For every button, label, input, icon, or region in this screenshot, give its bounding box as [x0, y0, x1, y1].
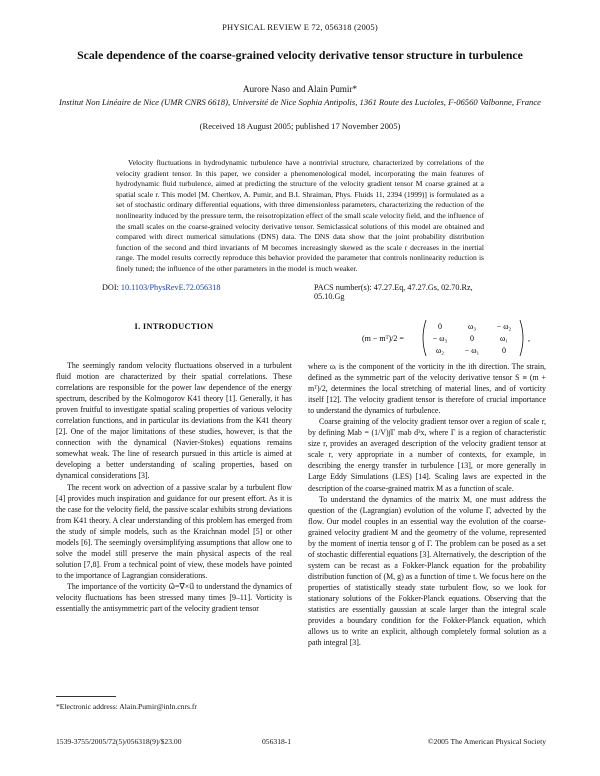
matrix-cell: 0	[502, 346, 506, 355]
matrix-cell: ω₃	[467, 322, 477, 331]
paragraph: The recent work on advection of a passive scalar by a turbulent flow [4] provides much inspiration and guidance for our present effort. As it is the case for the velocity field, the passive scalar exhibits strong deviations from K41 theory. A clear understanding of this problem has emerged from the study of simple models, such as the Kraichnan model [5] or other models [6]. The seemingly oversimplifying assumptions that allow one to solve the model still preserve the main physical aspects of the real solution [7,8]. From a technical point of view, these models have pointed to the importance of Lagrangian considerations.	[56, 482, 292, 580]
matrix-cell: ω₂	[435, 346, 445, 355]
column-left	[56, 360, 292, 614]
paper-title: Scale dependence of the coarse-grained velocity derivative tensor structure in turbulence	[77, 48, 523, 62]
footnote: *Electronic address: Alain.Pumir@inln.cnrs.fr	[56, 702, 197, 711]
abstract	[116, 158, 484, 275]
vorticity-matrix-equation	[362, 318, 542, 358]
footer-copyright: ©2005 The American Physical Society	[427, 737, 546, 746]
matrix-cell: − ω₃	[432, 334, 448, 343]
paragraph: where ωᵢ is the component of the vorticity in the ith direction. The strain, defined as the symmetric part of the velocity derivative tensor S ≡ (m + mᵀ)/2, determines the local stretching of material lines, and of vorticity itself [12]. The velocity gradient tensor is therefore of crucial importance to understand the dynamics of turbulence.	[308, 362, 546, 416]
doi-label: DOI:	[102, 283, 119, 292]
left-paren	[423, 320, 426, 356]
pacs-numbers: PACS number(s): 47.27.Eq, 47.27.Gs, 02.70.Rz, 05.10.Gg	[314, 283, 473, 301]
paragraph: To understand the dynamics of the matrix M, one must address the question of the (Lagrangian) evolution of the volume Γ, advected by the flow. Our model couples in an essential way the evolution of the coarse-grained velocity gradient M and the geometry of the volume, represented by the moment of inertia tensor g of Γ. The problem can be posed as a set of stochastic differential equations [3]. Alternatively, the description of the system can be recast as a Fokker-Planck equation for the probability distribution function of (M, g) as a function of time t. We focus here on the properties of statistically steady state turbulent flow, so we look for stationary solutions of the Fokker-Planck equations. Observing that the statistics are essentially gaussian at scale larger than the integral scale provides a boundary condition for the Fokker-Planck equation, which allows us to write an explicit, although completely formal solution as a path integral [3].	[308, 494, 546, 648]
right-paren	[520, 320, 523, 356]
paragraph: Coarse graining of the velocity gradient tensor over a region of scale r, by defining Mab = (1/V)∫Γ mab d³x, where Γ is a region of characteristic size r, provides an averaged description of the velocity gradient tensor at scale r, very appropriate in a number of contexts, for example, in describing the energy transfer in turbulence [13], or more generally in Large Eddy Simulations (LES) [14]. Scaling laws are expected in the description of the coarse-grained matrix M as a function of scale.	[308, 417, 546, 493]
affiliation: Institut Non Linéaire de Nice (UMR CNRS 6618), Université de Nice Sophia Antipolis, 1361 Route des Lucioles, F-06560 Valbonne, France	[59, 97, 541, 107]
paragraph: The importance of the vorticity ω⃗=∇⃗×u⃗ to understand the dynamics of velocity fluctuations has been stressed many times [9–11]. Vorticity is essentially the antisymmetric part of the velocity gradient tensor	[56, 581, 292, 614]
footer-page-number: 056318-1	[262, 737, 292, 746]
footnote-rule	[56, 696, 116, 697]
matrix-cell: ω₁	[499, 334, 509, 343]
matrix-cell: 0	[470, 334, 474, 343]
abstract-text: Velocity fluctuations in hydrodynamic turbulence have a nontrivial structure, characterized by correlations of the velocity gradient tensor. In this paper, we consider a phenomenological model, incorporating the main features of hydrodynamic fluid turbulence, aimed at predicting the structure of the velocity gradient tensor M coarse grained at a spatial scale r. This model [M. Chertkov, A. Pumir, and B.I. Shraiman, Phys. Fluids 11, 2394 (1999)] is formulated as a set of stochastic ordinary differential equations, with three dimensionless parameters, characterizing the reduction of the nonlinearity induced by the pressure term, the reisotropization effect of the small scale velocity field, and the influence of the small scales on the coarse-grained velocity derivative tensor. Semiclassical solutions of this model are obtained and compared with direct numerical simulations (DNS) data. The DNS data show that the joint probability distribution function of the second and third invariants of M becomes increasingly skewed as the scale r decreases in the inertial range. The model results correctly reproduce this behavior provided the parameter that controls nonlinearity reduction is finely tuned; the influence of the other parameters in the model is much weaker.	[116, 158, 484, 273]
authors: Aurore Naso and Alain Pumir*	[242, 84, 358, 94]
matrix-cell: − ω₂	[496, 322, 512, 331]
matrix-cell: − ω₁	[464, 346, 480, 355]
matrix-lhs: (m − mᵀ)/2 =	[362, 334, 404, 343]
doi-link[interactable]: 10.1103/PhysRevE.72.056318	[120, 283, 221, 292]
footer-issn: 1539-3755/2005/72(5)/056318(9)/$23.00	[56, 737, 182, 746]
matrix-cell: 0	[438, 322, 442, 331]
paragraph: The seemingly random velocity fluctuations observed in a turbulent fluid motion are characterized by their spatial correlations. These correlations are responsible for the power law dependence of the energy spectrum, described by the Kolmogorov K41 theory [1]. Generally, it has proven fruitful to investigate spatial scaling properties of various velocity correlation functions, and in particular its deviations from the K41 theory [2]. One of the major limitations of these studies, however, is that the connection with the dynamical (Navier-Stokes) equations remains somewhat weak. The line of research pursued in this article is aimed at developing a better understanding of scaling properties, based on dynamical considerations [3].	[56, 361, 292, 481]
journal-header: PHYSICAL REVIEW E 72, 056318 (2005)	[222, 22, 378, 32]
received-dates: (Received 18 August 2005; published 17 November 2005)	[199, 121, 401, 131]
doi-pacs-line	[102, 283, 502, 301]
matrix-end: ,	[528, 334, 530, 343]
section-heading: I. INTRODUCTION	[134, 322, 214, 331]
column-right	[308, 361, 546, 648]
